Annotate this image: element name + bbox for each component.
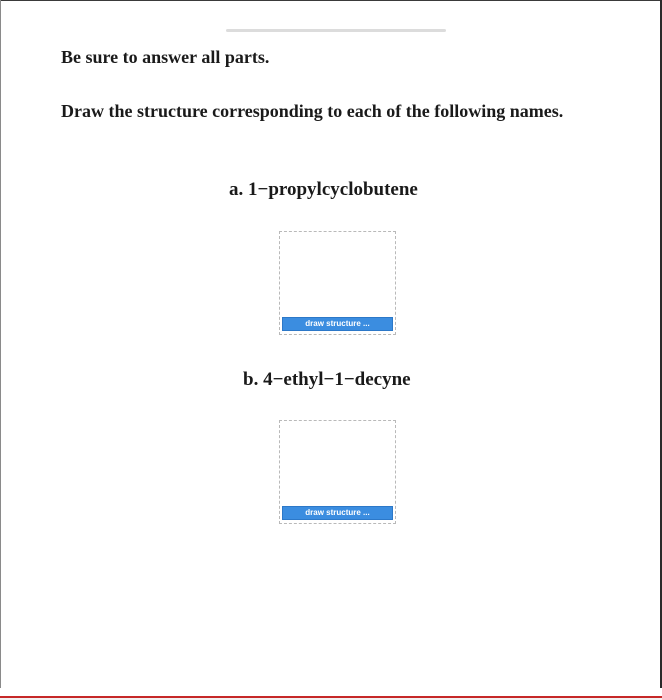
structure-drawing-area-a[interactable] [279,231,396,335]
structure-drawing-area-b[interactable] [279,420,396,524]
progress-track [226,29,446,32]
part-b-label: b. 4−ethyl−1−decyne [243,369,411,390]
window-top-border [0,0,662,1]
instruction-text: Be sure to answer all parts. [61,47,270,67]
draw-structure-button-a[interactable]: draw structure ... [282,317,393,331]
window-left-border [0,0,1,700]
part-a-label: a. 1−propylcyclobutene [229,179,418,200]
draw-structure-button-b[interactable]: draw structure ... [282,506,393,520]
question-text: Draw the structure corresponding to each of the following names. [61,101,564,121]
bottom-accent-bar [0,688,662,700]
